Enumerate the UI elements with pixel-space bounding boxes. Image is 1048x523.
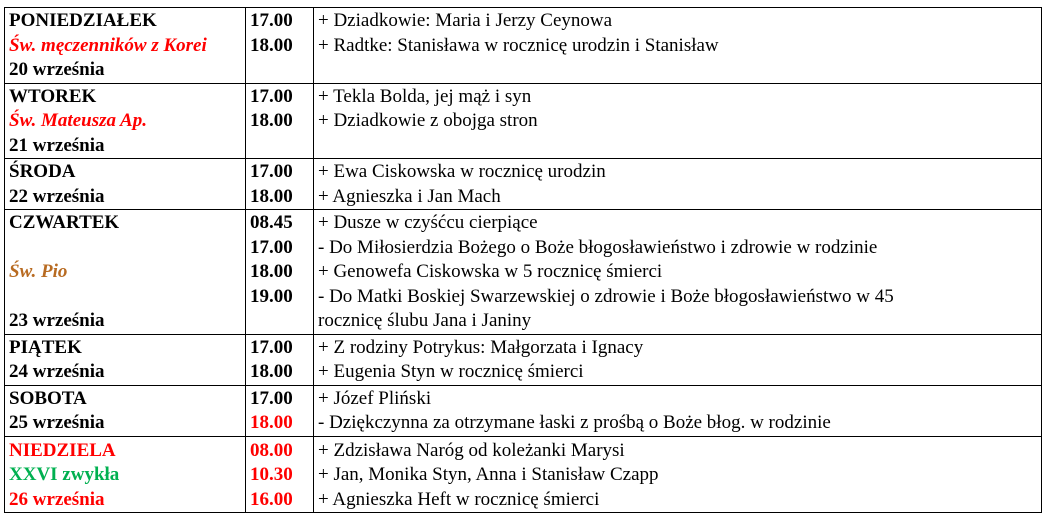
day-date: 23 września	[9, 310, 105, 331]
intention: + Tekla Bolda, jej mąż i syn	[318, 85, 532, 107]
mass-time: 08.00	[250, 439, 293, 461]
mass-time: 18.00	[250, 361, 293, 382]
mass-time: 17.00	[250, 236, 293, 258]
schedule-row-thursday	[5, 210, 1042, 335]
day-cell	[5, 210, 246, 335]
mass-time: 17.00	[250, 85, 293, 107]
mass-schedule-table	[4, 7, 1042, 513]
feast-label: Św. Mateusza Ap.	[9, 110, 147, 131]
intentions-cell	[314, 334, 1042, 385]
intention: + Jan, Monika Styn, Anna i Stanisław Czapp	[318, 464, 659, 485]
day-date: 26 września	[9, 488, 105, 510]
day-date: 21 września	[9, 134, 105, 156]
intention: + Z rodziny Potrykus: Małgorzata i Ignacy	[318, 336, 644, 358]
day-name: WTOREK	[9, 85, 97, 107]
intention: - Do Matki Boskiej Swarzewskiej o zdrowie i Boże błogosławieństwo w 45	[318, 285, 894, 307]
intention: + Józef Pliński	[318, 387, 432, 409]
intentions-cell	[314, 83, 1042, 159]
intention: + Ewa Ciskowska w rocznicę urodzin	[318, 161, 606, 182]
intention: + Radtke: Stanisława w rocznicę urodzin i Stanisław	[318, 34, 719, 56]
mass-time: 16.00	[250, 488, 293, 510]
times-cell	[246, 385, 314, 436]
intention: + Dziadkowie z obojga stron	[318, 110, 538, 131]
schedule-row-saturday	[5, 385, 1042, 436]
intentions-cell	[314, 436, 1042, 513]
intention: - Do Miłosierdzia Bożego o Boże błogosławieństwo i zdrowie w rodzinie	[318, 236, 878, 258]
day-name: ŚRODA	[9, 161, 76, 182]
day-name: CZWARTEK	[9, 212, 120, 233]
intention: + Genowefa Ciskowska w 5 rocznicę śmierci	[318, 261, 663, 282]
day-name: NIEDZIELA	[9, 439, 116, 461]
intentions-cell	[314, 159, 1042, 210]
mass-time: 18.00	[250, 412, 293, 433]
intention: - Dziękczynna za otrzymane łaski z prośbą o Boże błog. w rodzinie	[318, 412, 831, 433]
feast-label: XXVI zwykła	[9, 464, 120, 485]
schedule-row-tuesday	[5, 83, 1042, 159]
mass-time: 18.00	[250, 110, 293, 131]
day-cell	[5, 436, 246, 513]
intention: + Dusze w czyśćcu cierpiące	[318, 212, 538, 233]
day-date: 20 września	[9, 59, 105, 80]
times-cell	[246, 83, 314, 159]
feast-label: Św. Pio	[9, 261, 68, 282]
day-date: 22 września	[9, 185, 105, 207]
schedule-row-sunday	[5, 436, 1042, 513]
mass-time: 18.00	[250, 34, 293, 56]
intentions-cell	[314, 8, 1042, 84]
times-cell	[246, 8, 314, 84]
schedule-row-wednesday	[5, 159, 1042, 210]
intention: rocznicę ślubu Jana i Janiny	[318, 310, 532, 331]
day-date: 25 września	[9, 412, 105, 433]
times-cell	[246, 334, 314, 385]
intentions-cell	[314, 210, 1042, 335]
intention: + Dziadkowie: Maria i Jerzy Ceynowa	[318, 10, 613, 31]
mass-time: 17.00	[250, 161, 293, 182]
day-cell	[5, 385, 246, 436]
intention: + Agnieszka Heft w rocznicę śmierci	[318, 488, 600, 510]
day-name: PONIEDZIAŁEK	[9, 10, 157, 31]
mass-time: 18.00	[250, 185, 293, 207]
day-cell	[5, 83, 246, 159]
feast-label: Św. męczenników z Korei	[9, 34, 207, 56]
day-cell	[5, 159, 246, 210]
mass-time: 18.00	[250, 261, 293, 282]
day-cell	[5, 334, 246, 385]
times-cell	[246, 436, 314, 513]
intention: + Agnieszka i Jan Mach	[318, 185, 501, 207]
intention: + Eugenia Styn w rocznicę śmierci	[318, 361, 584, 382]
mass-time: 10.30	[250, 464, 293, 485]
day-date: 24 września	[9, 361, 105, 382]
mass-time: 17.00	[250, 387, 293, 409]
intentions-cell	[314, 385, 1042, 436]
day-cell	[5, 8, 246, 84]
times-cell	[246, 159, 314, 210]
day-name: PIĄTEK	[9, 336, 82, 358]
mass-time: 08.45	[250, 212, 293, 233]
mass-time: 19.00	[250, 285, 293, 307]
schedule-row-monday	[5, 8, 1042, 84]
times-cell	[246, 210, 314, 335]
schedule-row-friday	[5, 334, 1042, 385]
mass-time: 17.00	[250, 10, 293, 31]
mass-time: 17.00	[250, 336, 293, 358]
intention: + Zdzisława Naróg od koleżanki Marysi	[318, 439, 625, 461]
day-name: SOBOTA	[9, 387, 87, 409]
